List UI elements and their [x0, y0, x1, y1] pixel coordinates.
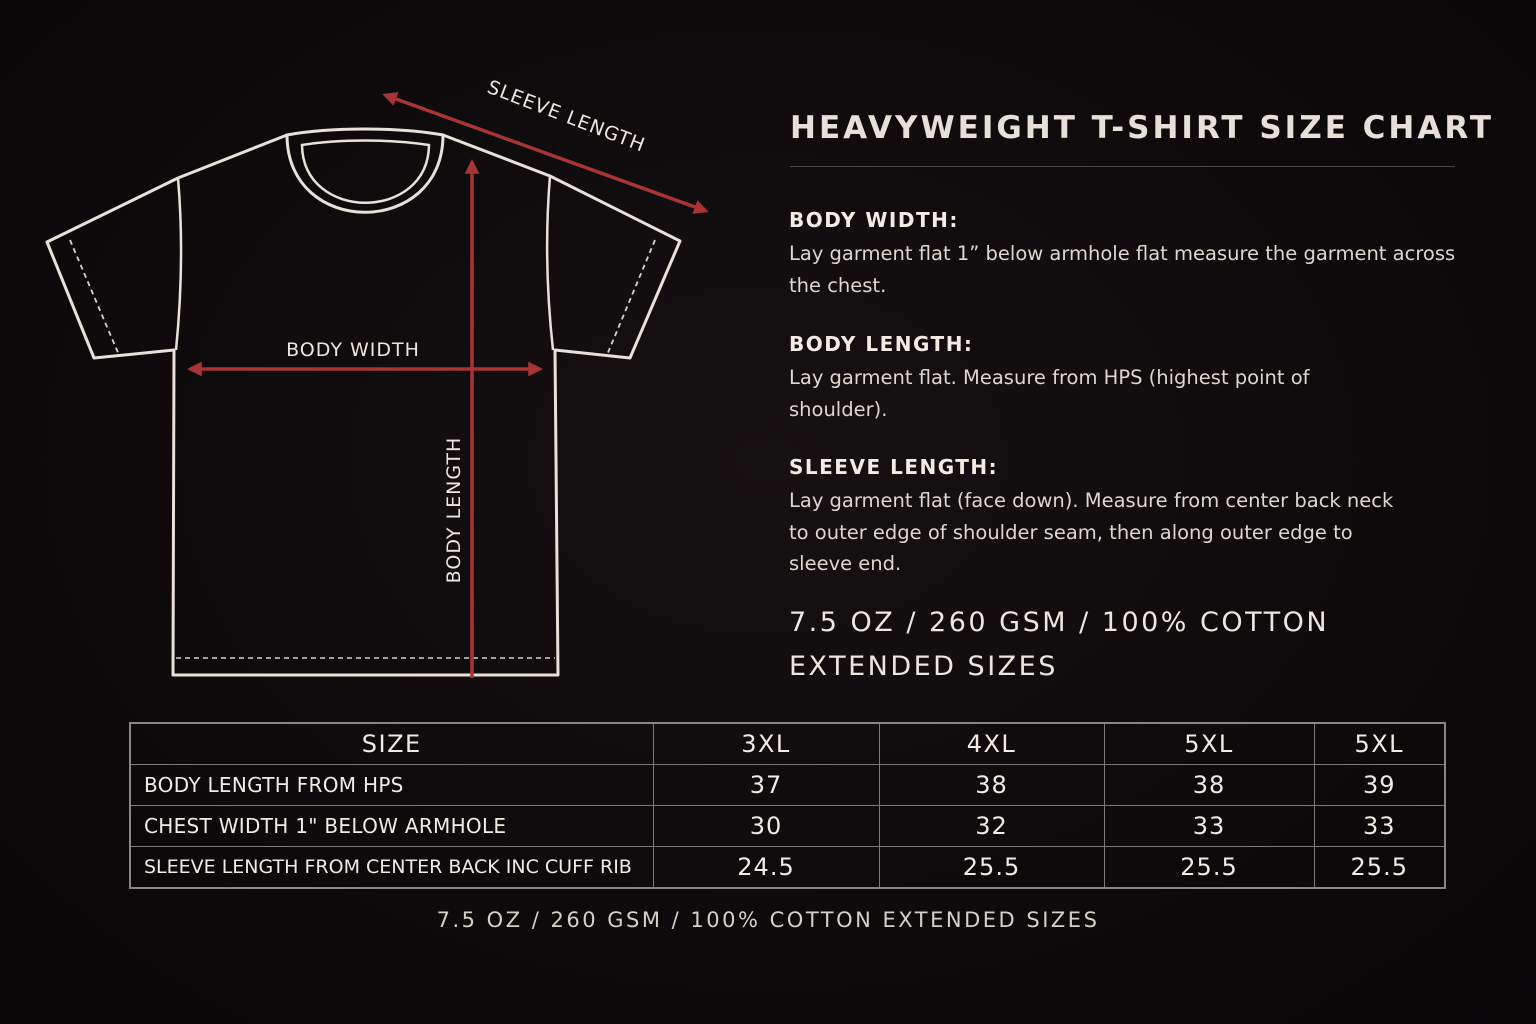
instruction-text: Lay garment flat (face down). Measure from center back neck to outer edge of shoulder seam, then along outer edge to sleeve end.	[789, 489, 1394, 575]
table-cell: 30	[653, 806, 879, 847]
table-row-label: SLEEVE LENGTH FROM CENTER BACK INC CUFF RIB	[130, 847, 653, 889]
instruction-heading: BODY WIDTH:	[789, 208, 959, 232]
instruction-body-width	[789, 208, 1459, 301]
size-chart-table	[129, 722, 1446, 889]
right-sleeve-hem-stitch	[607, 240, 655, 355]
table-cell: 38	[879, 765, 1104, 806]
table-cell: 32	[879, 806, 1104, 847]
fabric-spec	[789, 601, 1489, 689]
collar-inner	[302, 141, 429, 203]
table-header-cell: 5XL	[1104, 723, 1314, 765]
table-cell: 38	[1104, 765, 1314, 806]
table-row	[130, 765, 1445, 806]
instruction-text: Lay garment flat 1” below armhole flat measure the garment across the chest.	[789, 242, 1456, 297]
left-armhole-seam	[176, 178, 181, 350]
fabric-spec-line: 7.5 OZ / 260 GSM / 100% COTTON	[789, 607, 1330, 638]
instruction-text: Lay garment flat. Measure from HPS (highest point of shoulder).	[789, 366, 1310, 421]
table-header-row	[130, 723, 1445, 765]
body-length-label: BODY LENGTH	[443, 436, 465, 584]
page-title: HEAVYWEIGHT T-SHIRT SIZE CHART	[790, 110, 1494, 146]
fabric-spec-line: EXTENDED SIZES	[789, 651, 1058, 682]
body-width-label: BODY WIDTH	[286, 339, 420, 361]
instruction-heading: SLEEVE LENGTH:	[789, 455, 999, 479]
instruction-body-length	[789, 332, 1389, 425]
table-header-cell: 3XL	[653, 723, 879, 765]
table-cell: 25.5	[879, 847, 1104, 889]
table-row-label: CHEST WIDTH 1" BELOW ARMHOLE	[130, 806, 653, 847]
table-cell: 33	[1104, 806, 1314, 847]
instruction-heading: BODY LENGTH:	[789, 332, 974, 356]
tshirt-diagram	[0, 0, 760, 700]
table-header-cell: 5XL	[1314, 723, 1445, 765]
footer-spec: 7.5 OZ / 260 GSM / 100% COTTON EXTENDED SIZES	[436, 908, 1100, 932]
table-row	[130, 847, 1445, 889]
table-row-label: BODY LENGTH FROM HPS	[130, 765, 653, 806]
instruction-sleeve-length	[789, 455, 1404, 580]
table-cell: 37	[653, 765, 879, 806]
left-sleeve-hem-stitch	[70, 240, 119, 355]
table-cell: 39	[1314, 765, 1445, 806]
tshirt-outline	[47, 135, 680, 675]
table-cell: 24.5	[653, 847, 879, 889]
table-row	[130, 806, 1445, 847]
sleeve-length-label: SLEEVE LENGTH	[484, 76, 649, 157]
table-cell: 33	[1314, 806, 1445, 847]
title-divider	[790, 166, 1455, 167]
table-cell: 25.5	[1104, 847, 1314, 889]
right-armhole-seam	[547, 176, 553, 350]
table-cell: 25.5	[1314, 847, 1445, 889]
table-header-cell: 4XL	[879, 723, 1104, 765]
table-header-cell: SIZE	[130, 723, 653, 765]
